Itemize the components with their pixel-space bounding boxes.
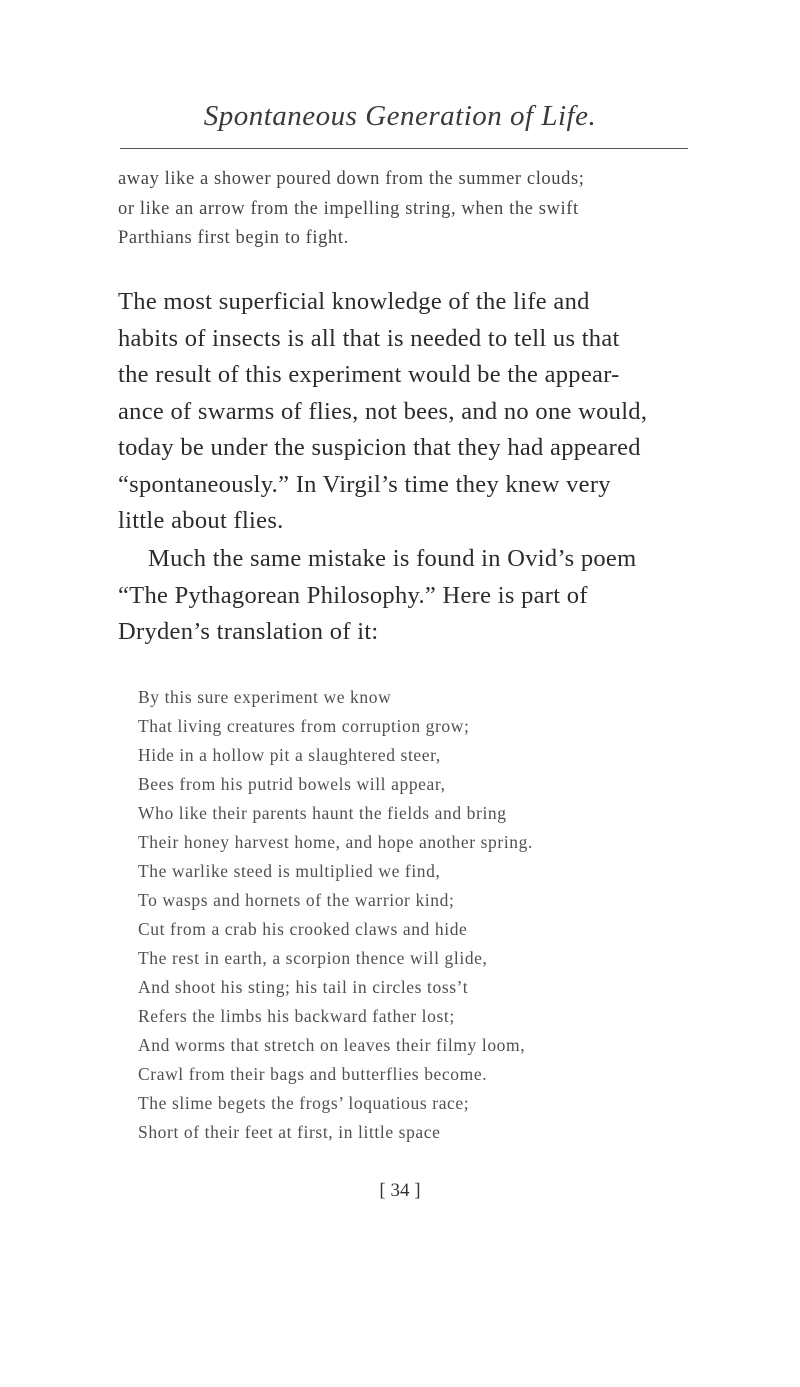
continuation-paragraph	[118, 165, 698, 254]
verse-line: Their honey harvest home, and hope another spring.	[138, 832, 533, 852]
text-line: Dryden’s translation of it:	[118, 618, 379, 645]
text-line: or like an arrow from the impelling string, when the swift	[118, 198, 579, 219]
text-line: The most superficial knowledge of the life and	[118, 288, 590, 315]
text-line: today be under the suspicion that they had appeared	[118, 434, 641, 461]
verse-line: Who like their parents haunt the fields and bring	[138, 803, 507, 823]
text-line: ance of swarms of flies, not bees, and no one would,	[118, 397, 648, 425]
verse-line: Refers the limbs his backward father lost;	[138, 1006, 455, 1026]
verse-line: That living creatures from corruption grow;	[138, 716, 470, 736]
verse-line: Crawl from their bags and butterflies become.	[138, 1064, 488, 1084]
paragraph-ovid	[118, 541, 718, 651]
text-line: Much the same mistake is found in Ovid’s poem	[148, 545, 637, 572]
text-line: habits of insects is all that is needed to tell us that	[118, 324, 620, 352]
verse-line: To wasps and hornets of the warrior kind;	[138, 890, 455, 910]
verse-line: The rest in earth, a scorpion thence will glide,	[138, 948, 488, 968]
header-rule	[120, 148, 688, 149]
verse-line: Hide in a hollow pit a slaughtered steer,	[138, 745, 441, 765]
running-head-title: Spontaneous Generation of Life.	[203, 100, 597, 132]
text-line: “The Pythagorean Philosophy.” Here is part of	[118, 581, 588, 609]
text-line: the result of this experiment would be the appear-	[118, 361, 620, 388]
text-line: little about flies.	[118, 507, 284, 534]
verse-line: And shoot his sting; his tail in circles toss’t	[138, 977, 469, 997]
dryden-verse	[138, 683, 718, 1147]
text-line: Parthians first begin to fight.	[118, 228, 349, 248]
verse-line: Cut from a crab his crooked claws and hide	[138, 919, 468, 939]
verse-line: And worms that stretch on leaves their filmy loom,	[138, 1035, 526, 1055]
text-line: “spontaneously.” In Virgil’s time they knew very	[118, 470, 611, 498]
text-line: away like a shower poured down from the summer clouds;	[118, 169, 585, 189]
verse-line: Short of their feet at first, in little space	[138, 1122, 441, 1142]
paragraph-insects	[118, 284, 718, 540]
verse-line: Bees from his putrid bowels will appear,	[138, 774, 446, 794]
verse-line: The warlike steed is multiplied we find,	[138, 861, 441, 881]
verse-line: By this sure experiment we know	[138, 687, 392, 707]
page-number: [ 34 ]	[379, 1180, 421, 1201]
verse-line: The slime begets the frogs’ loquatious race;	[138, 1093, 470, 1113]
